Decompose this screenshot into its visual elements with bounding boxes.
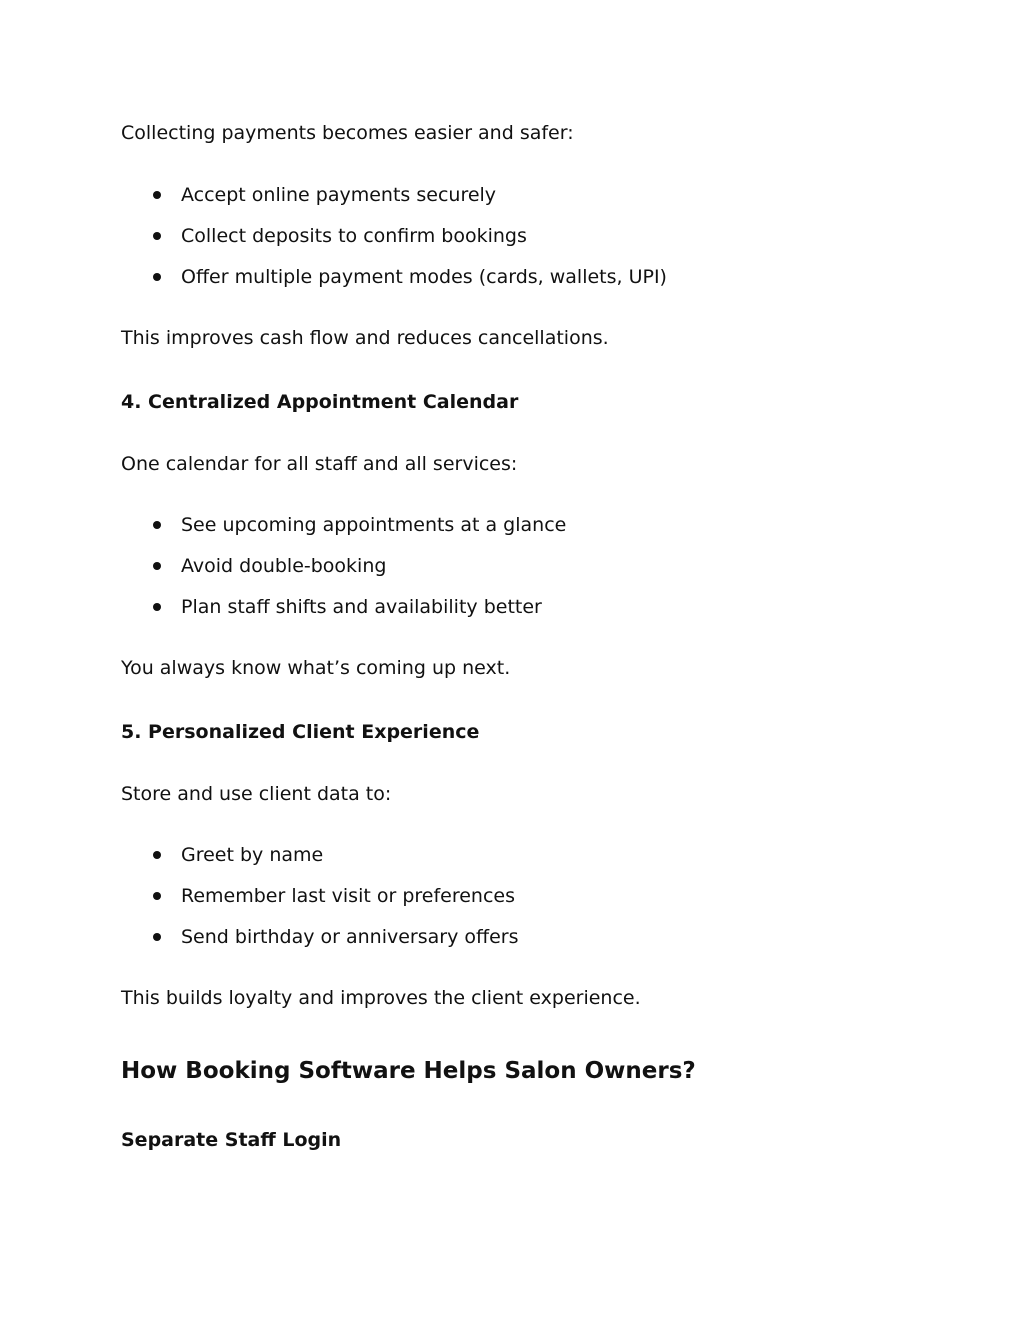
bullet-icon bbox=[153, 232, 161, 240]
list-item bbox=[152, 554, 387, 578]
list-item-text: Remember last visit or preferences bbox=[181, 885, 516, 907]
list-item-text: Avoid double-booking bbox=[181, 555, 387, 577]
list-item bbox=[152, 265, 667, 289]
bullet-icon bbox=[153, 603, 161, 611]
list-item bbox=[152, 595, 542, 619]
list-item-text: Greet by name bbox=[181, 844, 324, 866]
list-item-text: Offer multiple payment modes (cards, wallets, UPI) bbox=[181, 266, 667, 288]
list-item-text: Plan staff shifts and availability better bbox=[181, 596, 542, 618]
bullet-icon bbox=[153, 933, 161, 941]
section-5-outro-paragraph: This builds loyalty and improves the client experience. bbox=[121, 987, 641, 1009]
list-item-text: See upcoming appointments at a glance bbox=[181, 514, 567, 536]
list-item bbox=[152, 224, 527, 248]
section-4-outro-paragraph: You always know what’s coming up next. bbox=[121, 657, 511, 679]
list-item bbox=[152, 925, 519, 949]
list-item-text: Accept online payments securely bbox=[181, 184, 497, 206]
bullet-icon bbox=[153, 191, 161, 199]
list-item bbox=[152, 513, 567, 537]
section-4-intro-paragraph: One calendar for all staff and all services: bbox=[121, 453, 518, 475]
section-5-intro-paragraph: Store and use client data to: bbox=[121, 783, 392, 805]
list-item-text: Collect deposits to confirm bookings bbox=[181, 225, 527, 247]
subheading-staff-login: Separate Staff Login bbox=[121, 1129, 342, 1151]
bullet-icon bbox=[153, 521, 161, 529]
bullet-icon bbox=[153, 892, 161, 900]
section-5-heading: 5. Personalized Client Experience bbox=[121, 721, 480, 743]
section-heading-h2: How Booking Software Helps Salon Owners? bbox=[121, 1058, 696, 1084]
section-4-heading: 4. Centralized Appointment Calendar bbox=[121, 391, 519, 413]
bullet-icon bbox=[153, 273, 161, 281]
list-item bbox=[152, 884, 516, 908]
list-item-text: Send birthday or anniversary offers bbox=[181, 926, 519, 948]
list-item bbox=[152, 843, 324, 867]
list-item bbox=[152, 183, 497, 207]
payments-outro-paragraph: This improves cash flow and reduces cancellations. bbox=[121, 327, 609, 349]
bullet-icon bbox=[153, 562, 161, 570]
payments-intro-paragraph: Collecting payments becomes easier and safer: bbox=[121, 122, 574, 144]
bullet-icon bbox=[153, 851, 161, 859]
